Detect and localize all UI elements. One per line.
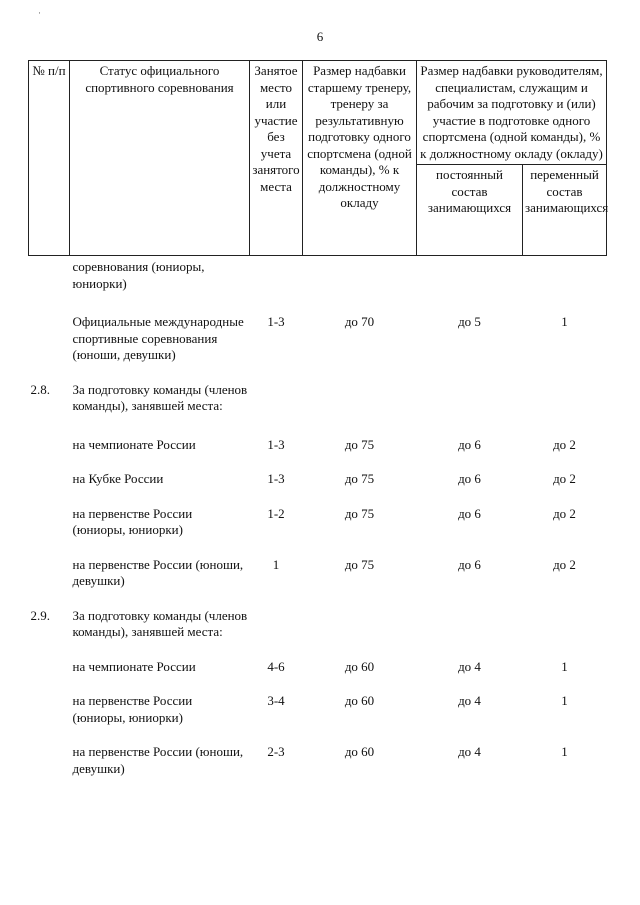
row-permanent-bonus (417, 590, 523, 641)
row-variable-bonus: до 2 (553, 436, 576, 452)
row-permanent-bonus: до 4 (458, 744, 481, 759)
scan-mark: · (38, 8, 41, 18)
row-place: 4-6 (267, 658, 285, 674)
table-row (29, 590, 607, 641)
header-coach-bonus: Размер надбавки старшему тренеру, тренеру за результативную подготовку одного спортсмена (одной команды), % к должностному окладу (303, 61, 417, 256)
row-number (29, 726, 70, 777)
row-variable-bonus: до 2 (553, 556, 576, 572)
row-variable-bonus: 1 (561, 693, 568, 708)
table-row (29, 488, 607, 539)
header-variable-staff: переменный состав занимающихся (523, 165, 607, 256)
table-row (29, 256, 607, 293)
row-status: Официальные международные спортивные соревнования (юноши, девушки) (72, 314, 244, 362)
row-permanent-bonus: до 4 (458, 693, 481, 708)
row-coach-bonus (303, 590, 417, 641)
row-permanent-bonus: до 4 (458, 658, 481, 674)
page-number: 6 (316, 29, 324, 44)
row-place: 1-2 (267, 505, 285, 521)
row-permanent-bonus: до 6 (458, 556, 481, 572)
row-number (29, 641, 70, 676)
header-number: № п/п (29, 61, 70, 256)
table-body (29, 256, 607, 778)
header-managers-bonus: Размер надбавки руководителям, специалистам, служащим и рабочим за подготовку и (или) участие в подготовке одного спортсмена (одной команды), % к должностному окладу (окладу) (417, 61, 607, 165)
table-row (29, 539, 607, 590)
row-place: 1 (272, 556, 280, 572)
table-row (29, 415, 607, 454)
row-number (29, 539, 70, 590)
table-row (29, 726, 607, 777)
header-place: Занятое место или участие без учета занятого места (250, 61, 303, 256)
table-header (29, 61, 607, 256)
row-coach-bonus: до 60 (344, 693, 375, 708)
table-row (29, 675, 607, 726)
row-status: За подготовку команды (членов команды), занявшей места: (72, 607, 248, 639)
row-place: 2-3 (267, 744, 285, 759)
row-permanent-bonus: до 6 (458, 471, 481, 486)
row-variable-bonus: 1 (561, 658, 568, 674)
row-place (250, 364, 303, 415)
row-place (250, 590, 303, 641)
row-coach-bonus: до 75 (344, 556, 375, 572)
bonus-table (28, 60, 607, 777)
table-row (29, 292, 607, 364)
table-row (29, 641, 607, 676)
row-number (29, 415, 70, 454)
row-coach-bonus: до 60 (344, 658, 375, 674)
row-status: соревнования (юниоры, юниорки) (72, 259, 205, 291)
row-permanent-bonus: до 6 (458, 505, 481, 521)
row-coach-bonus: до 75 (344, 436, 375, 452)
row-status: на первенстве России (юноши, девушки) (72, 744, 244, 776)
row-variable-bonus: 1 (561, 744, 568, 759)
row-status: на чемпионате России (72, 436, 196, 452)
row-place: 1-3 (267, 436, 285, 452)
row-number (29, 453, 70, 488)
row-status: на первенстве России (юниоры, юниорки) (72, 693, 193, 725)
row-place (250, 256, 303, 293)
row-variable-bonus: до 2 (553, 471, 576, 486)
row-status: на первенстве России (юноши, девушки) (72, 556, 244, 588)
row-number: 2.8. (30, 381, 50, 397)
row-place: 3-4 (267, 693, 285, 708)
row-number (29, 675, 70, 726)
row-status: на чемпионате России (72, 658, 196, 674)
header-permanent-staff: постоянный состав занимающихся (417, 165, 523, 256)
row-number (29, 256, 70, 293)
row-permanent-bonus (417, 256, 523, 293)
row-number (29, 292, 70, 364)
row-permanent-bonus: до 6 (458, 436, 481, 452)
row-coach-bonus: до 60 (344, 744, 375, 759)
header-status: Статус официального спортивного соревнования (70, 61, 250, 256)
row-status: на Кубке России (72, 471, 164, 486)
row-variable-bonus (523, 256, 607, 293)
row-coach-bonus (303, 256, 417, 293)
row-status: на первенстве России (юниоры, юниорки) (72, 505, 193, 537)
table-row (29, 364, 607, 415)
row-coach-bonus: до 75 (344, 471, 375, 486)
row-permanent-bonus: до 5 (458, 314, 481, 329)
row-variable-bonus: 1 (561, 314, 568, 329)
row-number: 2.9. (30, 607, 50, 623)
table-row (29, 453, 607, 488)
row-status: За подготовку команды (членов команды), занявшей места: (72, 381, 248, 413)
row-permanent-bonus (417, 364, 523, 415)
row-variable-bonus: до 2 (553, 505, 576, 521)
row-variable-bonus (523, 590, 607, 641)
row-place: 1-3 (267, 314, 285, 329)
row-variable-bonus (523, 364, 607, 415)
row-coach-bonus (303, 364, 417, 415)
row-number (29, 488, 70, 539)
row-place: 1-3 (267, 471, 285, 486)
row-coach-bonus: до 70 (344, 314, 375, 329)
row-coach-bonus: до 75 (344, 505, 375, 521)
